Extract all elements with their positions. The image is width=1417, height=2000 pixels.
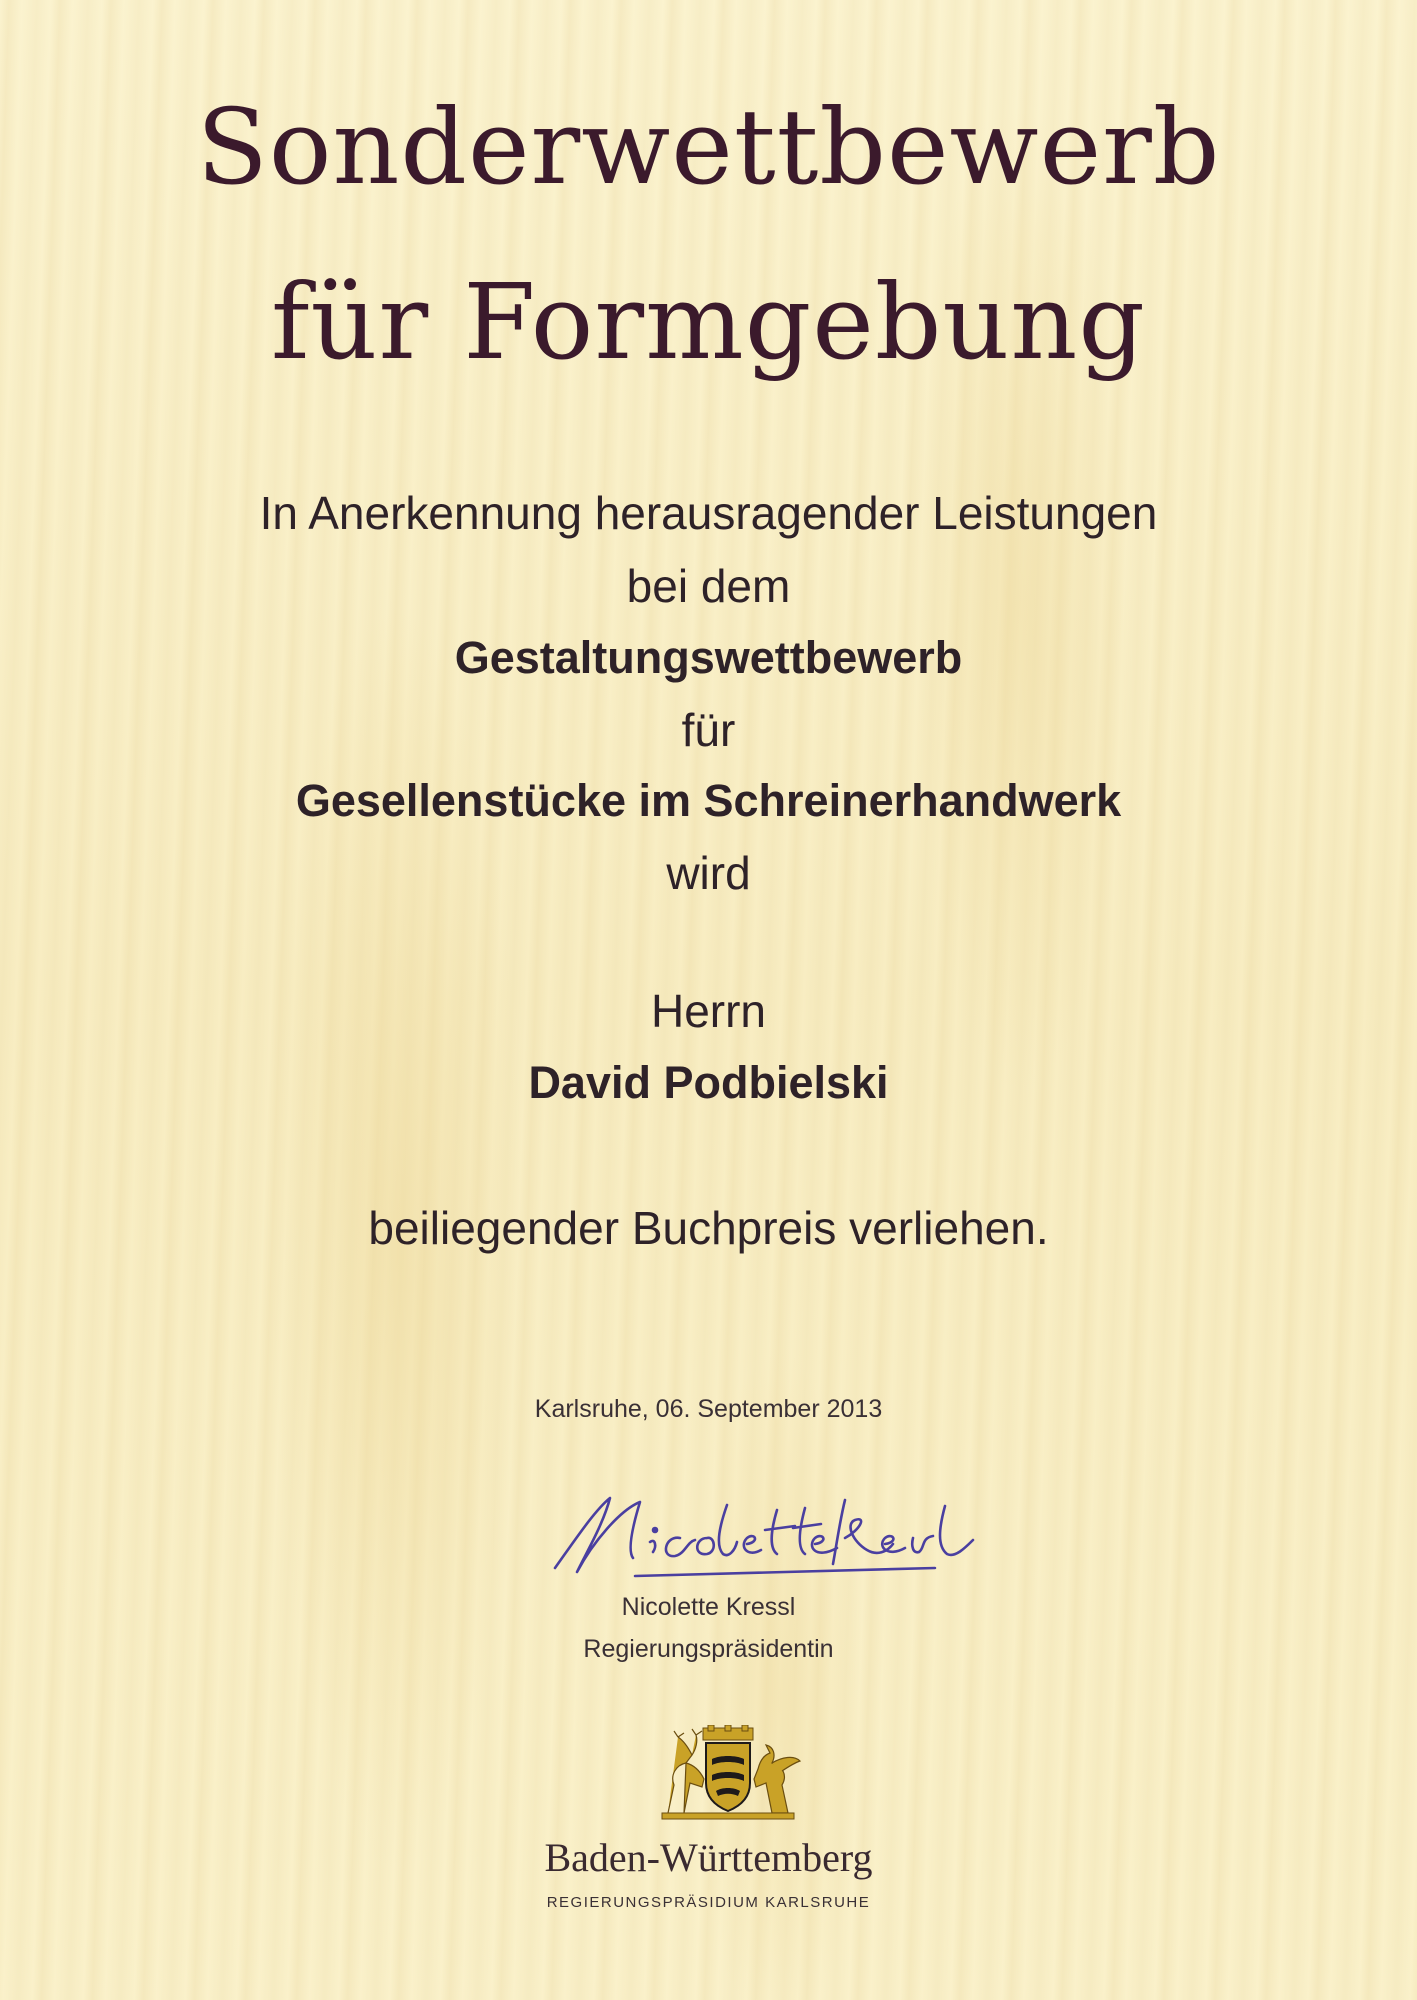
category-name: Gesellenstücke im Schreinerhandwerk <box>295 775 1122 826</box>
recipient-name: David Podbielski <box>528 1057 889 1108</box>
title-line-1: Sonderwettbewerb <box>196 86 1221 208</box>
intro-text: In Anerkennung herausragender Leistungen <box>259 487 1158 539</box>
handwritten-signature <box>515 1480 995 1590</box>
signatory-name: Nicolette Kressl <box>621 1593 796 1621</box>
authority-name: REGIERUNGSPRÄSIDIUM KARLSRUHE <box>546 1894 871 1911</box>
state-name: Baden-Württemberg <box>544 1835 873 1880</box>
competition-name: Gestaltungswettbewerb <box>454 632 963 683</box>
place-date: Karlsruhe, 06. September 2013 <box>534 1395 883 1423</box>
crown-icon <box>703 1725 753 1740</box>
salutation: Herrn <box>650 985 767 1037</box>
fuer-text: für <box>681 704 736 756</box>
wird-text: wird <box>666 847 751 899</box>
stag-icon <box>668 1729 704 1813</box>
coat-of-arms-logo <box>648 1725 808 1820</box>
shield-icon <box>706 1743 750 1811</box>
griffin-icon <box>754 1745 800 1813</box>
bei-dem-text: bei dem <box>626 560 791 612</box>
title-line-2: für Formgebung <box>271 261 1146 383</box>
award-text: beiliegender Buchpreis verliehen. <box>368 1202 1049 1254</box>
signatory-role: Regierungspräsidentin <box>583 1635 834 1663</box>
